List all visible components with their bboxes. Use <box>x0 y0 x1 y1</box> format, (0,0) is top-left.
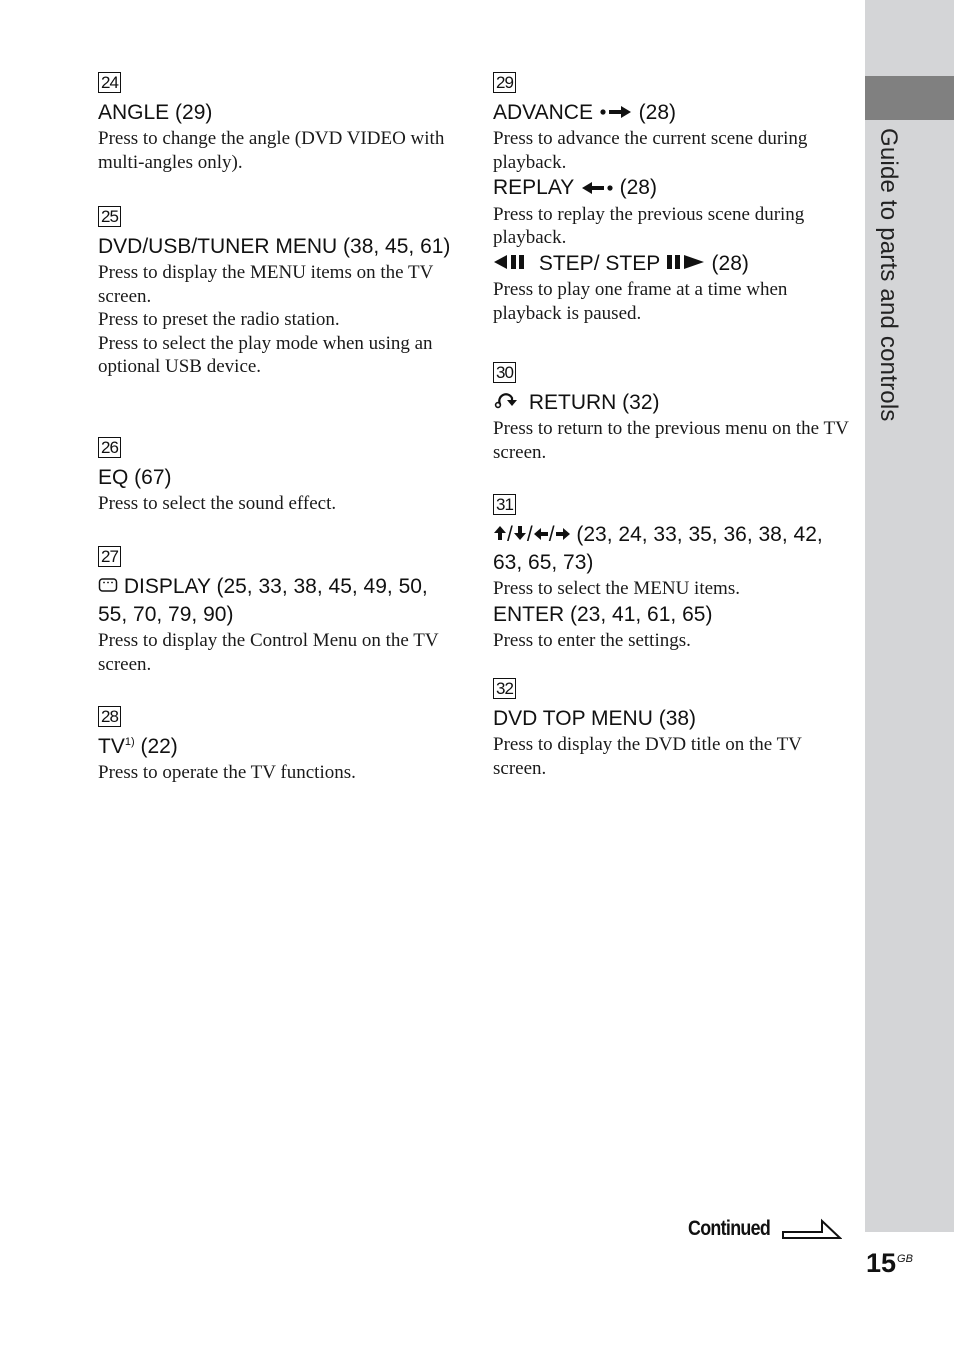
item-number: 32 <box>493 678 516 699</box>
advance-arrow-icon <box>599 99 633 127</box>
down-arrow-icon <box>513 521 527 549</box>
section-title: Guide to parts and controls <box>875 128 902 422</box>
continued-label: Continued <box>688 1217 771 1240</box>
entry-25 <box>98 206 453 379</box>
entry-heading: REPLAY (28) <box>493 174 851 202</box>
entry-29 <box>493 72 851 325</box>
page-suffix: GB <box>897 1253 913 1265</box>
entry-description: Press to display the DVD title on the TV screen. <box>493 734 802 779</box>
item-number: 26 <box>98 437 121 458</box>
entry-description: Press to return to the previous menu on the TV screen. <box>493 418 849 463</box>
item-number: 27 <box>98 546 121 567</box>
entry-24 <box>98 72 453 174</box>
entry-heading: ANGLE (29) <box>98 101 213 124</box>
entry-description: Press to operate the TV functions. <box>98 762 356 783</box>
entry-description: Press to select the MENU items. <box>493 578 740 600</box>
footnote-marker: 1) <box>124 736 135 748</box>
display-icon <box>98 573 118 601</box>
entry-description: Press to display the Control Menu on the TV screen. <box>98 630 439 675</box>
item-number: 25 <box>98 206 121 227</box>
sidebar-tab <box>865 76 954 120</box>
entry-heading: / / / (23, 24, 33, 35, 36, 38, 42, 63, 65, 73) <box>493 523 823 575</box>
entry-heading <box>98 573 453 629</box>
continued-arrow-icon <box>782 1218 842 1247</box>
entry-31 <box>493 494 851 652</box>
item-number: 31 <box>493 494 516 515</box>
entry-28 <box>98 706 453 785</box>
entry-heading: EQ (67) <box>98 466 172 489</box>
entry-description: Press to select the play mode when using an optional USB device. <box>98 332 433 377</box>
item-number: 29 <box>493 72 516 93</box>
entry-description: Press to preset the radio station. <box>98 309 340 330</box>
replay-arrow-icon <box>580 175 614 203</box>
entry-description: Press to change the angle (DVD VIDEO with multi-angles only). <box>98 128 445 173</box>
entry-26 <box>98 437 453 516</box>
right-arrow-icon <box>555 521 571 549</box>
entry-description: Press to display the MENU items on the TV screen. <box>98 262 433 307</box>
entry-heading: STEP/ STEP (28) <box>493 250 851 278</box>
entry-description: Press to enter the settings. <box>493 629 691 651</box>
left-arrow-icon <box>533 521 549 549</box>
entry-description: Press to replay the previous scene during playback. <box>493 203 805 249</box>
entry-27 <box>98 546 453 676</box>
entry-heading: RETURN (32) <box>493 389 851 417</box>
entry-heading: TV$^{1)}$ (22) <box>98 735 178 758</box>
entry-description: Press to select the sound effect. <box>98 493 337 514</box>
step-back-icon <box>493 250 533 278</box>
entry-heading: ENTER (23, 41, 61, 65) <box>493 602 713 626</box>
entry-heading: ADVANCE (28) <box>493 99 851 127</box>
entry-30 <box>493 362 851 464</box>
entry-heading: DVD/USB/TUNER MENU (38, 45, 61) <box>98 235 451 258</box>
entry-heading: DVD TOP MENU (38) <box>493 707 697 730</box>
item-number: 30 <box>493 362 516 383</box>
page-number: $15^{GB}$ <box>866 1248 913 1278</box>
item-number: 28 <box>98 706 121 727</box>
entry-description: Press to play one frame at a time when playback is paused. <box>493 279 788 324</box>
entry-32 <box>493 678 851 780</box>
entry-heading-text: DISPLAY (25, 33, 38, 45, 49, 50, 55, 70, 79, 90) <box>98 575 428 627</box>
return-arrow-icon <box>493 389 523 417</box>
item-number: 24 <box>98 72 121 93</box>
up-arrow-icon <box>493 521 507 549</box>
step-forward-icon <box>666 250 706 278</box>
entry-description: Press to advance the current scene during playback. <box>493 128 808 173</box>
